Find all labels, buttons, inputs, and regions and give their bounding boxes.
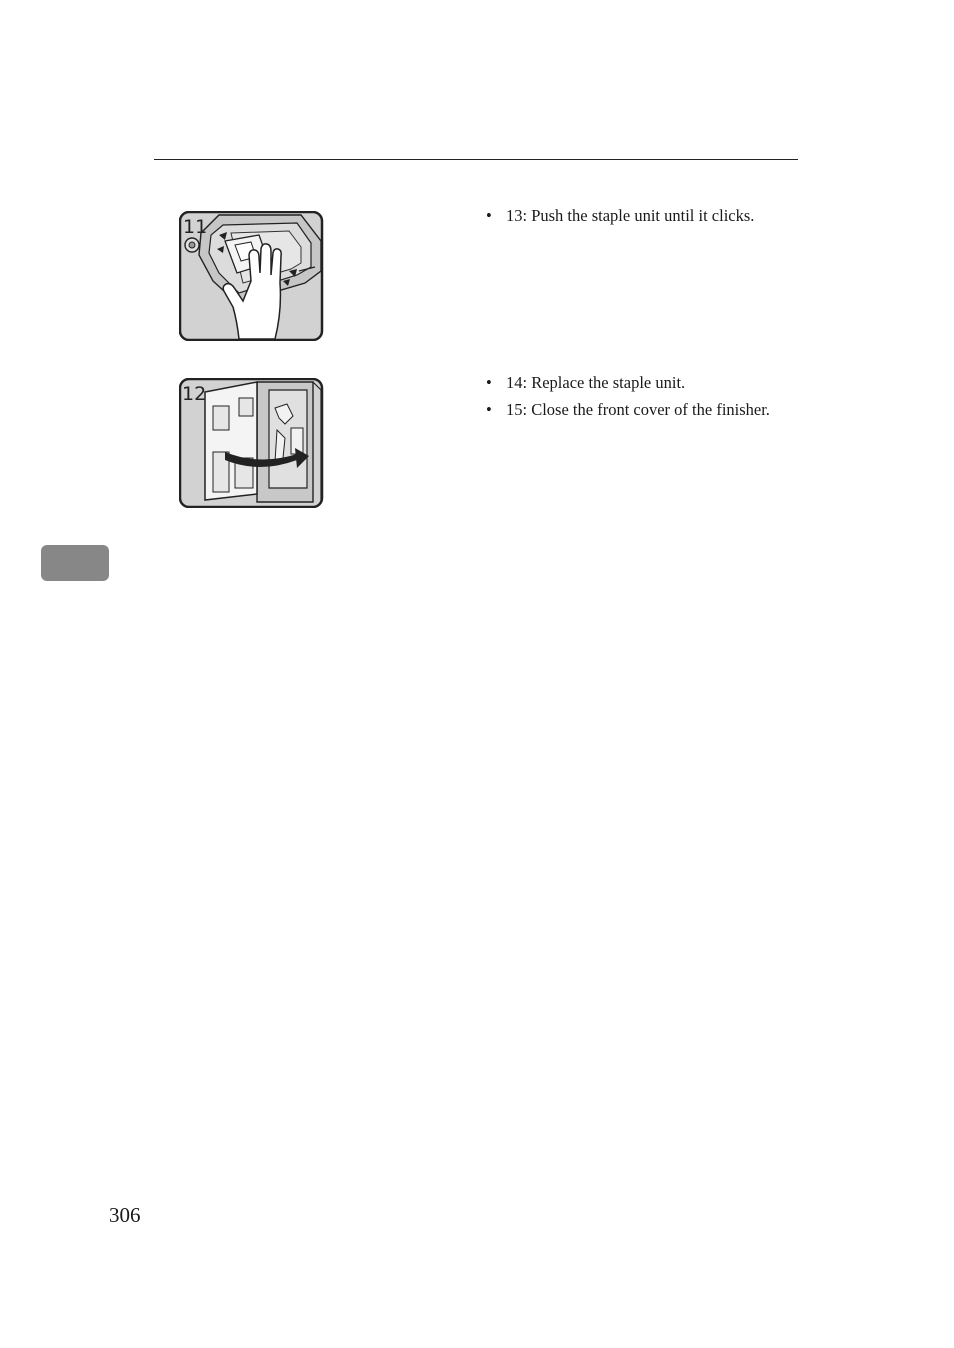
bullet: • — [486, 206, 492, 225]
header-rule — [154, 159, 798, 160]
step-text: 14: Replace the staple unit. — [506, 373, 686, 392]
chapter-side-tab — [41, 545, 109, 581]
step-list — [486, 369, 770, 423]
page-number: 306 — [109, 1203, 141, 1227]
list-item — [486, 396, 770, 423]
bullet: • — [486, 373, 492, 392]
step-list — [486, 202, 754, 229]
step-text: 15: Close the front cover of the finisher. — [506, 400, 770, 419]
step-text: 13: Push the staple unit until it clicks. — [506, 206, 755, 225]
staple-unit-push-illustration — [179, 211, 324, 341]
figure-step-label: 11 — [183, 216, 208, 238]
list-item — [486, 202, 754, 229]
list-item — [486, 369, 770, 396]
figure-step-label: 12 — [182, 383, 207, 405]
bullet: • — [486, 400, 492, 419]
close-finisher-cover-illustration — [179, 378, 324, 508]
